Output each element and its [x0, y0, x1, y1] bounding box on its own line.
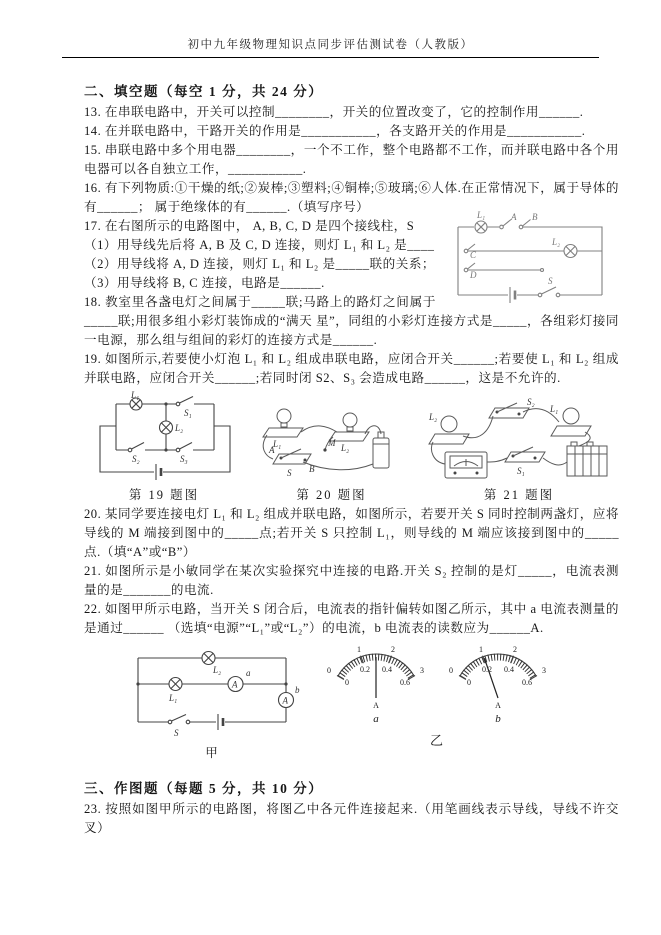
lamp-icon [475, 221, 487, 233]
figure-q20-caption: 第 20 题图 [296, 488, 367, 502]
ammeter-dial-b-icon [443, 644, 553, 724]
ammeter-icon [279, 693, 294, 708]
fig22-S-label: S [174, 728, 179, 738]
lamp-on-base-icon [329, 413, 369, 441]
dial-b-outer-0: 0 [449, 666, 453, 675]
circuit-photo-q21-icon [419, 392, 619, 484]
circuit-diagram-q22-icon [120, 644, 305, 742]
fig20-A-label: A [268, 445, 274, 455]
question-23: 23. 按照如图甲所示的电路图，将图乙中各元件连接起来.（用笔画线表示导线，导线不许交叉） [84, 802, 619, 835]
figure-row [84, 392, 619, 503]
figure-q21-caption: 第 21 题图 [483, 488, 555, 502]
section-drawing-title: 三、作图题（每题 5 分，共 10 分） [84, 781, 324, 796]
question-14: 14. 在并联电路中，干路开关的作用是___________，各支路开关的作用是___________. [84, 124, 586, 138]
question-13: 13. 在串联电路中，开关可以控制________，开关的位置改变了，它的控制作用______. [84, 105, 584, 119]
ammeter-dial-a-icon [321, 644, 431, 724]
fig19-S3-label: S₃ [180, 454, 188, 464]
question-19: 19. 如图所示,若要使小灯泡 L₁ 和 L₂ 组成串联电路，应闭合开关______;若要使 L₁ 和 L₂ 组成并联电路，应闭合开关______;若同时闭 S2、S₃ 会造成电路______，这是不允许的. [84, 352, 619, 385]
battery-pack-icon [567, 442, 607, 476]
dial-a-unit: A [373, 701, 379, 710]
fig17-A-label: A [511, 212, 517, 222]
lamp-icon [169, 678, 182, 691]
fig20-L2-label: L₂ [340, 443, 349, 453]
fig17-L2-label: L₂ [552, 237, 561, 247]
junction-dot [164, 448, 167, 451]
fig22-a-label: a [246, 668, 251, 678]
dial-a-outer-2: 2 [391, 645, 395, 654]
fig22-L1-label: L₁ [169, 693, 178, 703]
lamp-icon [202, 652, 215, 665]
fig20-L1-label: L₁ [272, 439, 281, 449]
fig21-L1-label: L₁ [550, 404, 559, 414]
fig17-C-label: C [470, 250, 477, 260]
connecting-wire [432, 442, 446, 464]
figure-q19-caption: 第 19 题图 [128, 488, 200, 502]
wire-outline [458, 227, 602, 295]
dial-pair [321, 644, 553, 724]
junction-dot [136, 682, 139, 685]
page-content [0, 58, 661, 838]
switch-icon [168, 715, 190, 724]
fig17-D-label: D [470, 270, 477, 280]
question-17-part1: （1）用导线先后将 A, B 及 C, D 连接，则灯 L₁ 和 L₂ 是____ [84, 238, 435, 252]
wire-end-dot [323, 448, 326, 451]
fig20-S-label: S [286, 468, 291, 478]
circuit-photo-q20-icon [257, 392, 407, 484]
question-16: 16. 有下列物质:①干燥的纸;②炭棒;③塑料;④铜棒;⑤玻璃;⑥人体.在正常情况下，属于导体的有______； 属于绝缘体的有______.（填写序号） [84, 181, 619, 214]
fig17-S-label: S [548, 276, 553, 286]
question-18: 18. 教室里各盏电灯之间属于_____联;马路上的路灯之间属于_____联;用很多组小彩灯装饰成的“满天 星”，同组的小彩灯连接方式是_____，各组彩灯接同一电源，那么组与组间的彩灯的连接方式是______. [84, 295, 619, 347]
switch-icon [538, 287, 560, 297]
dial-a-inner-04: 0.4 [382, 665, 392, 674]
section-fill-blanks-title: 二、填空题（每空 1 分，共 24 分） [84, 84, 324, 99]
knife-switch-icon [489, 403, 529, 418]
junction-dot [164, 402, 167, 405]
lamp-on-base-icon [263, 409, 303, 437]
question-17-part2: （2）用导线将 A, D 连接，则灯 L₁ 和 L₂ 是_____联的关系； [84, 257, 436, 271]
fig17-L1-label: L₁ [477, 210, 486, 220]
page-header-title: 初中九年级物理知识点同步评估测试卷（人教版） [187, 39, 474, 51]
dial-b-outer-1: 1 [479, 645, 483, 654]
figure-q22-circuit [120, 644, 305, 761]
battery-icon [510, 287, 515, 303]
fig22-L2-label: L₂ [213, 665, 222, 675]
circuit-diagram-q17-icon [444, 211, 619, 306]
question-17-block [84, 210, 619, 293]
dial-a-caption: a [373, 713, 379, 725]
question-15: 15. 串联电路中多个用电器________，一个不工作，整个电路都不工作，而并联电路中各个用电器可以各自独立工作，___________. [84, 143, 619, 176]
dial-a-inner-0: 0 [345, 678, 349, 687]
switch-icon [176, 443, 192, 452]
battery-icon [156, 464, 161, 480]
connecting-wire [579, 432, 590, 446]
figure-q21 [419, 392, 619, 503]
svg-text:A: A [282, 695, 288, 706]
fig19-L1-label: L₁ [131, 390, 140, 400]
dial-b-outer-2: 2 [513, 645, 517, 654]
lamp-icon [160, 421, 173, 434]
svg-text:A: A [232, 679, 238, 690]
dial-b-inner-04: 0.4 [504, 665, 514, 674]
dial-b-inner-06: 0.6 [522, 678, 532, 687]
connecting-wire [365, 426, 381, 434]
connecting-wire [543, 458, 567, 465]
fig21-L2-label: L₂ [429, 412, 438, 422]
fig19-L2-label: L₂ [175, 423, 184, 433]
dial-a-inner-02: 0.2 [360, 665, 370, 674]
figure-row-q22 [120, 644, 619, 761]
fig22-b-label: b [295, 685, 300, 695]
dial-b-inner-0: 0 [467, 678, 471, 687]
figure-q17-circuit [444, 211, 619, 306]
connecting-wire [301, 426, 337, 432]
knife-switch-icon [273, 449, 311, 464]
fig20-B-label: B [308, 464, 314, 474]
terminal-icon [464, 244, 602, 253]
fig19-S2-label: S₂ [132, 454, 140, 464]
knife-switch-icon [505, 447, 545, 462]
battery-icon [218, 714, 223, 730]
figure-q22-dials [321, 644, 553, 749]
fig21-S2-label: S₂ [527, 397, 535, 407]
fig19-S1-label: S₁ [184, 408, 192, 418]
connecting-wire [487, 458, 507, 462]
battery-cell-icon [373, 432, 389, 468]
dial-b-caption: b [495, 713, 501, 725]
fig17-B-label: B [532, 212, 538, 222]
junction-dot [284, 682, 287, 685]
question-17-part3: （3）用导线将 B, C 连接，电路是______. [84, 276, 325, 290]
figure-q22-circuit-caption: 甲 [205, 746, 220, 760]
dial-a-outer-3: 3 [420, 666, 424, 675]
question-21: 21. 如图所示是小敏同学在某次实验探究中连接的电路.开关 S₂ 控制的是灯_____，电流表测量的是_______的电流. [84, 564, 619, 597]
question-22: 22. 如图甲所示电路，当开关 S 闭合后，电流表的指针偏转如图乙所示，其中 a 电流表测量的是通过______ （选填“电源”“L₁”或“L₂”）的电流，b 电流表的读数应为______A. [84, 602, 619, 635]
question-20: 20. 某同学要连接电灯 L₁ 和 L₂ 组成并联电路，如图所示，若要开关 S 同时控制两盏灯，应将导线的 M 端接到图中的_____点;若开关 S 只控制 L₁，则导线的 M 端应该接到图中的_____点.（填“A”或“B”） [84, 507, 619, 559]
lamp-icon [564, 245, 577, 258]
dial-b-inner-02: 0.2 [482, 665, 492, 674]
dial-a-outer-0: 0 [327, 666, 331, 675]
ammeter-box-icon [445, 452, 487, 478]
figure-q19 [84, 392, 244, 503]
dial-a-inner-06: 0.6 [400, 678, 410, 687]
fig20-M-label: M [327, 438, 335, 448]
circuit-diagram-q19-icon [84, 392, 244, 484]
question-17-intro: 17. 在右图所示的电路图中， A, B, C, D 是四个接线柱，S [84, 219, 415, 233]
figure-q22-dials-caption: 乙 [429, 733, 444, 748]
switch-icon [176, 397, 193, 406]
dial-a-outer-1: 1 [357, 645, 361, 654]
dial-b-unit: A [495, 701, 501, 710]
figure-q20 [257, 392, 407, 503]
fig21-S1-label: S₁ [517, 466, 525, 476]
switch-icon [128, 443, 144, 452]
ammeter-icon [228, 677, 243, 692]
dial-b-outer-3: 3 [542, 666, 546, 675]
